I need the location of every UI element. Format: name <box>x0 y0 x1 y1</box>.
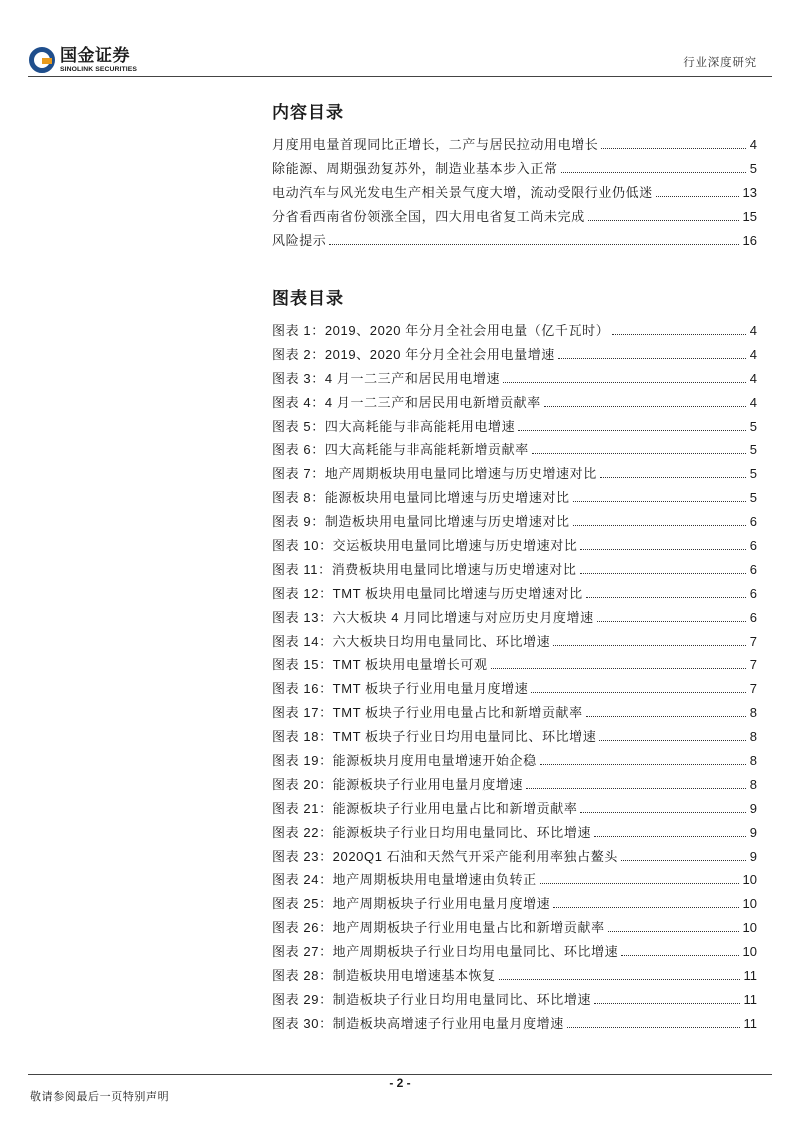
entry-page-number: 8 <box>749 729 757 745</box>
figure-entry[interactable] <box>272 558 757 582</box>
entry-title: 图表 26：地产周期板块子行业用电量占比和新增贡献率 <box>272 920 605 936</box>
toc-entry[interactable] <box>272 157 757 181</box>
entry-page-number: 6 <box>749 561 757 577</box>
dot-leader <box>621 859 746 861</box>
dot-leader <box>540 763 746 765</box>
entry-title: 图表 2：2019、2020 年分月全社会用电量增速 <box>272 346 555 362</box>
dot-leader <box>558 357 746 359</box>
figure-entry[interactable] <box>272 438 757 462</box>
dot-leader <box>567 1026 740 1028</box>
entry-page-number: 6 <box>749 585 757 601</box>
dot-leader <box>601 147 745 149</box>
figure-entry[interactable] <box>272 415 757 439</box>
dot-leader <box>573 524 746 526</box>
entry-title: 图表 16：TMT 板块子行业用电量月度增速 <box>272 681 529 697</box>
entry-title: 图表 6：四大高耗能与非高能耗新增贡献率 <box>272 442 529 458</box>
dot-leader <box>599 739 745 741</box>
dot-leader <box>600 476 746 478</box>
dot-leader <box>588 219 739 221</box>
entry-title: 风险提示 <box>272 232 327 248</box>
entry-title: 图表 7：地产周期板块用电量同比增速与历史增速对比 <box>272 466 597 482</box>
entry-page-number: 10 <box>742 920 757 936</box>
entry-page-number: 10 <box>742 896 757 912</box>
dot-leader <box>580 811 745 813</box>
entry-page-number: 5 <box>749 466 757 482</box>
logo-english-name: SINOLINK SECURITIES <box>60 66 138 73</box>
dot-leader <box>329 243 738 245</box>
entry-page-number: 6 <box>749 538 757 554</box>
figure-entry[interactable] <box>272 677 757 701</box>
entry-page-number: 11 <box>743 1015 757 1031</box>
dot-leader <box>594 1002 739 1004</box>
dot-leader <box>544 405 746 407</box>
entry-page-number: 11 <box>743 968 757 984</box>
header-divider <box>28 76 772 77</box>
figure-entry[interactable] <box>272 725 757 749</box>
entry-page-number: 10 <box>742 944 757 960</box>
figure-entry[interactable] <box>272 916 757 940</box>
entry-page-number: 5 <box>749 418 757 434</box>
entry-title: 图表 9：制造板块用电量同比增速与历史增速对比 <box>272 514 570 530</box>
entry-page-number: 15 <box>742 208 757 224</box>
entry-page-number: 8 <box>749 753 757 769</box>
figure-list-title: 图表目录 <box>272 289 344 308</box>
entry-page-number: 5 <box>749 490 757 506</box>
entry-title: 图表 21：能源板块子行业用电量占比和新增贡献率 <box>272 800 578 816</box>
entry-title: 图表 1：2019、2020 年分月全社会用电量（亿千瓦时） <box>272 323 610 338</box>
entry-title: 图表 17：TMT 板块子行业用电量占比和新增贡献率 <box>272 705 583 721</box>
entry-title: 图表 13：六大板块 4 月同比增速与对应历史月度增速 <box>272 609 594 625</box>
entry-title: 图表 11：消费板块用电量同比增速与历史增速对比 <box>272 561 577 577</box>
entry-page-number: 9 <box>749 824 757 840</box>
footer-divider <box>28 1074 772 1075</box>
figure-entry[interactable] <box>272 391 757 415</box>
dot-leader <box>553 906 738 908</box>
page-number: - 2 - <box>389 1076 411 1090</box>
dot-leader <box>586 715 746 717</box>
entry-title: 图表 22：能源板块子行业日均用电量同比、环比增速 <box>272 824 592 840</box>
sinolink-logo-icon <box>28 46 56 74</box>
entry-title: 电动汽车与风光发电生产相关景气度大增，流动受限行业仍低迷 <box>272 184 653 200</box>
figure-entry[interactable] <box>272 845 757 869</box>
toc-entry[interactable] <box>272 181 757 205</box>
dot-leader <box>621 954 738 956</box>
toc-entry[interactable] <box>272 133 757 157</box>
dot-leader <box>573 500 746 502</box>
figure-entry[interactable] <box>272 701 757 725</box>
dot-leader <box>540 882 739 884</box>
entry-page-number: 9 <box>749 800 757 816</box>
entry-page-number: 5 <box>749 160 757 176</box>
entry-title: 月度用电量首现同比正增长，二产与居民拉动用电增长 <box>272 137 599 152</box>
entry-page-number: 4 <box>749 394 757 410</box>
dot-leader <box>608 930 739 932</box>
entry-title: 分省看西南省份领涨全国，四大用电省复工尚未完成 <box>272 208 585 224</box>
footer-disclaimer: 敬请参阅最后一页特别声明 <box>30 1091 170 1103</box>
figure-entry[interactable] <box>272 630 757 654</box>
toc-list <box>272 133 757 252</box>
entry-title: 图表 4：4 月一二三产和居民用电新增贡献率 <box>272 394 541 410</box>
entry-title: 图表 25：地产周期板块子行业用电量月度增速 <box>272 896 551 912</box>
dot-leader <box>518 429 746 431</box>
figure-entry[interactable] <box>272 773 757 797</box>
entry-page-number: 4 <box>749 370 757 386</box>
figure-entry[interactable] <box>272 749 757 773</box>
entry-title: 图表 20：能源板块子行业用电量月度增速 <box>272 776 524 792</box>
figure-entry[interactable] <box>272 892 757 916</box>
dot-leader <box>561 171 746 173</box>
entry-title: 图表 27：地产周期板块子行业日均用电量同比、环比增速 <box>272 944 619 960</box>
figure-entry[interactable] <box>272 343 757 367</box>
entry-title: 图表 19：能源板块月度用电量增速开始企稳 <box>272 753 537 769</box>
entry-title: 图表 24：地产周期板块用电量增速由负转正 <box>272 872 537 888</box>
figure-entry[interactable] <box>272 653 757 677</box>
figure-entry[interactable] <box>272 510 757 534</box>
figure-entry[interactable] <box>272 319 757 343</box>
entry-title: 图表 30：制造板块高增速子行业用电量月度增速 <box>272 1015 564 1031</box>
figure-entry[interactable] <box>272 534 757 558</box>
entry-page-number: 16 <box>742 232 757 248</box>
entry-page-number: 13 <box>742 184 757 200</box>
dot-leader <box>503 381 746 383</box>
dot-leader <box>531 691 745 693</box>
entry-page-number: 4 <box>749 346 757 362</box>
entry-title: 除能源、周期强劲复苏外，制造业基本步入正常 <box>272 160 558 176</box>
entry-page-number: 11 <box>743 991 757 1007</box>
entry-page-number: 6 <box>749 514 757 530</box>
entry-page-number: 8 <box>749 705 757 721</box>
entry-title: 图表 23：2020Q1 石油和天然气开采产能利用率独占鳌头 <box>272 848 618 864</box>
figure-entry[interactable] <box>272 940 757 964</box>
entry-page-number: 5 <box>749 442 757 458</box>
dot-leader <box>594 835 746 837</box>
entry-page-number: 4 <box>749 323 757 338</box>
entry-page-number: 9 <box>749 848 757 864</box>
dot-leader <box>586 596 746 598</box>
dot-leader <box>656 195 739 197</box>
entry-page-number: 6 <box>749 609 757 625</box>
entry-title: 图表 8：能源板块用电量同比增速与历史增速对比 <box>272 490 570 506</box>
entry-title: 图表 3：4 月一二三产和居民用电增速 <box>272 370 501 386</box>
figure-entry[interactable] <box>272 964 757 988</box>
entry-title: 图表 29：制造板块子行业日均用电量同比、环比增速 <box>272 991 592 1007</box>
toc-title: 内容目录 <box>272 103 344 122</box>
entry-title: 图表 18：TMT 板块子行业日均用电量同比、环比增速 <box>272 729 597 745</box>
entry-title: 图表 14：六大板块日均用电量同比、环比增速 <box>272 633 551 649</box>
figure-entry[interactable] <box>272 1012 757 1036</box>
company-logo <box>28 44 158 76</box>
figure-entry[interactable] <box>272 606 757 630</box>
entry-title: 图表 28：制造板块用电增速基本恢复 <box>272 968 496 984</box>
figure-list <box>272 319 757 1036</box>
logo-chinese-name: 国金证券 <box>60 46 130 65</box>
toc-entry[interactable] <box>272 205 757 229</box>
figure-entry[interactable] <box>272 462 757 486</box>
dot-leader <box>580 572 746 574</box>
toc-entry[interactable] <box>272 229 757 253</box>
dot-leader <box>526 787 746 789</box>
entry-page-number: 7 <box>749 633 757 649</box>
dot-leader <box>532 452 746 454</box>
figure-entry[interactable] <box>272 821 757 845</box>
dot-leader <box>597 620 746 622</box>
dot-leader <box>491 667 746 669</box>
entry-title: 图表 10：交运板块用电量同比增速与历史增速对比 <box>272 538 578 554</box>
report-category: 行业深度研究 <box>683 57 757 69</box>
entry-title: 图表 5：四大高耗能与非高能耗用电增速 <box>272 418 516 434</box>
entry-page-number: 8 <box>749 776 757 792</box>
figure-entry[interactable] <box>272 797 757 821</box>
dot-leader <box>553 644 745 646</box>
entry-page-number: 7 <box>749 657 757 673</box>
figure-entry[interactable] <box>272 486 757 510</box>
dot-leader <box>499 978 740 980</box>
entry-page-number: 10 <box>742 872 757 888</box>
entry-title: 图表 15：TMT 板块用电量增长可观 <box>272 657 488 673</box>
figure-entry[interactable] <box>272 868 757 892</box>
figure-entry[interactable] <box>272 367 757 391</box>
entry-page-number: 4 <box>749 137 757 152</box>
figure-entry[interactable] <box>272 988 757 1012</box>
figure-entry[interactable] <box>272 582 757 606</box>
dot-leader <box>580 548 745 550</box>
entry-page-number: 7 <box>749 681 757 697</box>
entry-title: 图表 12：TMT 板块用电量同比增速与历史增速对比 <box>272 585 583 601</box>
dot-leader <box>612 333 745 335</box>
